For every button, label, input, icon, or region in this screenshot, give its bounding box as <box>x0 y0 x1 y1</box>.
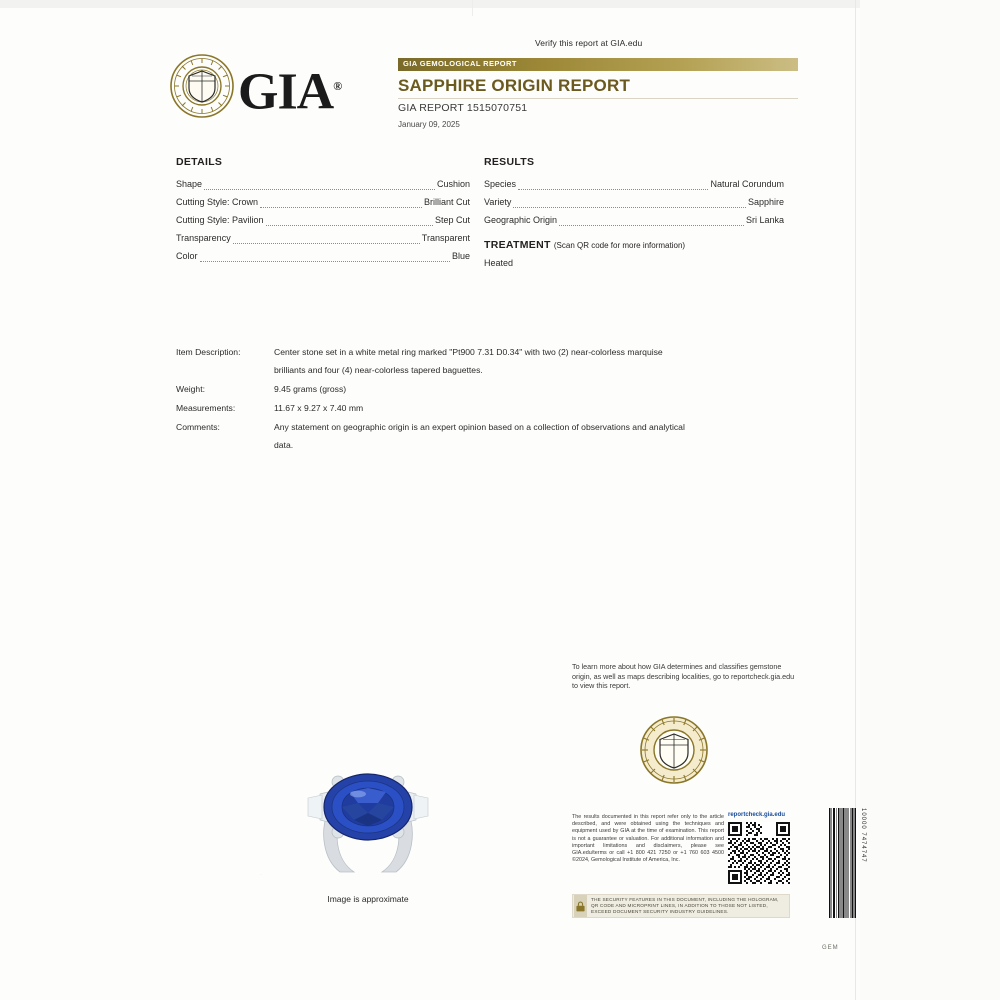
item-row <box>176 421 816 452</box>
item-row <box>176 402 816 415</box>
results-label: Geographic Origin <box>484 215 558 225</box>
item-row <box>176 383 816 396</box>
details-row <box>176 175 470 193</box>
item-value-line1: Any statement on geographic origin is an expert opinion based on a collection of observations and analytical <box>274 422 685 432</box>
qr-code[interactable] <box>728 822 790 884</box>
item-label: Comments: <box>176 422 220 432</box>
security-features-bar <box>572 894 790 918</box>
details-heading: DETAILS <box>176 156 223 168</box>
report-date: January 09, 2025 <box>398 120 460 129</box>
report-sheet <box>150 10 866 985</box>
gemstone-ring-image <box>278 728 458 878</box>
item-value-line1: Center stone set in a white metal ring marked "Pt900 7.31 D0.34" with two (2) near-colorless marquise <box>274 347 663 357</box>
item-label: Measurements: <box>176 403 236 413</box>
gia-wordmark <box>238 58 342 120</box>
item-label: Item Description: <box>176 347 241 357</box>
leader-dots <box>513 207 746 208</box>
results-row <box>484 193 784 211</box>
details-label: Cutting Style: Pavilion <box>176 215 264 225</box>
results-row <box>484 175 784 193</box>
scan-watermark: · <box>260 872 262 878</box>
scan-edge-top <box>0 0 1000 8</box>
details-label: Shape <box>176 179 203 189</box>
disclaimer-text: The results documented in this report refer only to the article described, and were obtained using the techniques and equipment used by GIA at the time of examination. This report is not a guarantee or valuation. For additional information and important limitations and disclaimers, please see GIA.edu/terms or call +1 800 421 7250 or +1 760 603 4500 ©2024, Gemological Institute of America, Inc. <box>572 814 724 864</box>
results-row <box>484 211 784 229</box>
details-label: Transparency <box>176 233 231 243</box>
details-value: Transparent <box>421 233 470 243</box>
details-value: Brilliant Cut <box>423 197 470 207</box>
results-heading: RESULTS <box>484 156 535 168</box>
results-value: Sapphire <box>747 197 784 207</box>
scan-edge-right <box>860 0 1000 1000</box>
leader-dots <box>233 243 420 244</box>
details-row <box>176 229 470 247</box>
report-title: SAPPHIRE ORIGIN REPORT <box>398 76 631 95</box>
origin-note: To learn more about how GIA determines and classifies gemstone origin, as well as maps describing localities, go to reportcheck.gia.edu to view this report. <box>572 662 795 690</box>
results-value: Sri Lanka <box>745 215 784 225</box>
verify-line <box>535 38 642 48</box>
details-row <box>176 193 470 211</box>
item-value-line1: 11.67 x 9.27 x 7.40 mm <box>274 403 364 413</box>
details-row <box>176 211 470 229</box>
padlock-glyph <box>574 900 587 913</box>
gia-brand-text: GIA <box>238 63 334 121</box>
gia-seal-bottom-icon <box>640 716 708 784</box>
details-value: Blue <box>451 251 470 261</box>
gia-seal-icon <box>170 54 234 118</box>
leader-dots <box>518 189 708 190</box>
item-description-block <box>176 346 816 458</box>
details-row <box>176 247 470 265</box>
treatment-heading <box>484 239 685 251</box>
leader-dots <box>266 225 433 226</box>
item-value <box>274 383 816 396</box>
leader-dots <box>559 225 744 226</box>
item-value-line2: brilliants and four (4) near-colorless tapered baguettes. <box>274 365 483 375</box>
security-text: THE SECURITY FEATURES IN THIS DOCUMENT, INCLUDING THE HOLOGRAM, QR CODE AND MICROPRINT LINES, IN ADDITION TO THOSE NOT LISTED, EXCEED DOCUMENT SECURITY INDUSTRY GUIDELINES. <box>591 897 779 914</box>
barcode-number: 10000 7474747 <box>860 808 866 863</box>
treatment-heading-text: TREATMENT <box>484 239 551 251</box>
item-value <box>274 346 816 377</box>
lock-icon <box>574 895 587 917</box>
verify-text[interactable]: Verify this report at GIA.edu <box>535 38 643 48</box>
leader-dots <box>200 261 450 262</box>
leader-dots <box>260 207 422 208</box>
results-label: Variety <box>484 197 512 207</box>
image-caption: Image is approximate <box>327 894 409 904</box>
details-value: Step Cut <box>434 215 470 225</box>
report-rule <box>398 98 798 99</box>
details-value: Cushion <box>436 179 470 189</box>
results-value: Natural Corundum <box>710 179 784 189</box>
item-row <box>176 346 816 377</box>
gem-mark: GEM <box>822 945 839 951</box>
details-label: Cutting Style: Crown <box>176 197 259 207</box>
details-list <box>176 175 470 265</box>
details-label: Color <box>176 251 198 261</box>
band-label: GIA GEMOLOGICAL REPORT <box>403 59 517 68</box>
item-value <box>274 402 816 415</box>
treatment-note: (Scan QR code for more information) <box>553 241 686 250</box>
barcode <box>828 808 858 918</box>
results-list <box>484 175 784 229</box>
item-value-line1: 9.45 grams (gross) <box>274 384 347 394</box>
gia-logo <box>170 52 370 122</box>
item-value-line2: data. <box>274 440 294 450</box>
leader-dots <box>204 189 435 190</box>
results-label: Species <box>484 179 517 189</box>
report-number: GIA REPORT 1515070751 <box>398 102 528 114</box>
item-value <box>274 421 816 452</box>
item-label: Weight: <box>176 384 205 394</box>
treatment-value: Heated <box>484 258 514 268</box>
registered-mark: ® <box>333 79 343 93</box>
qr-label[interactable]: reportcheck.gia.edu <box>728 812 786 818</box>
